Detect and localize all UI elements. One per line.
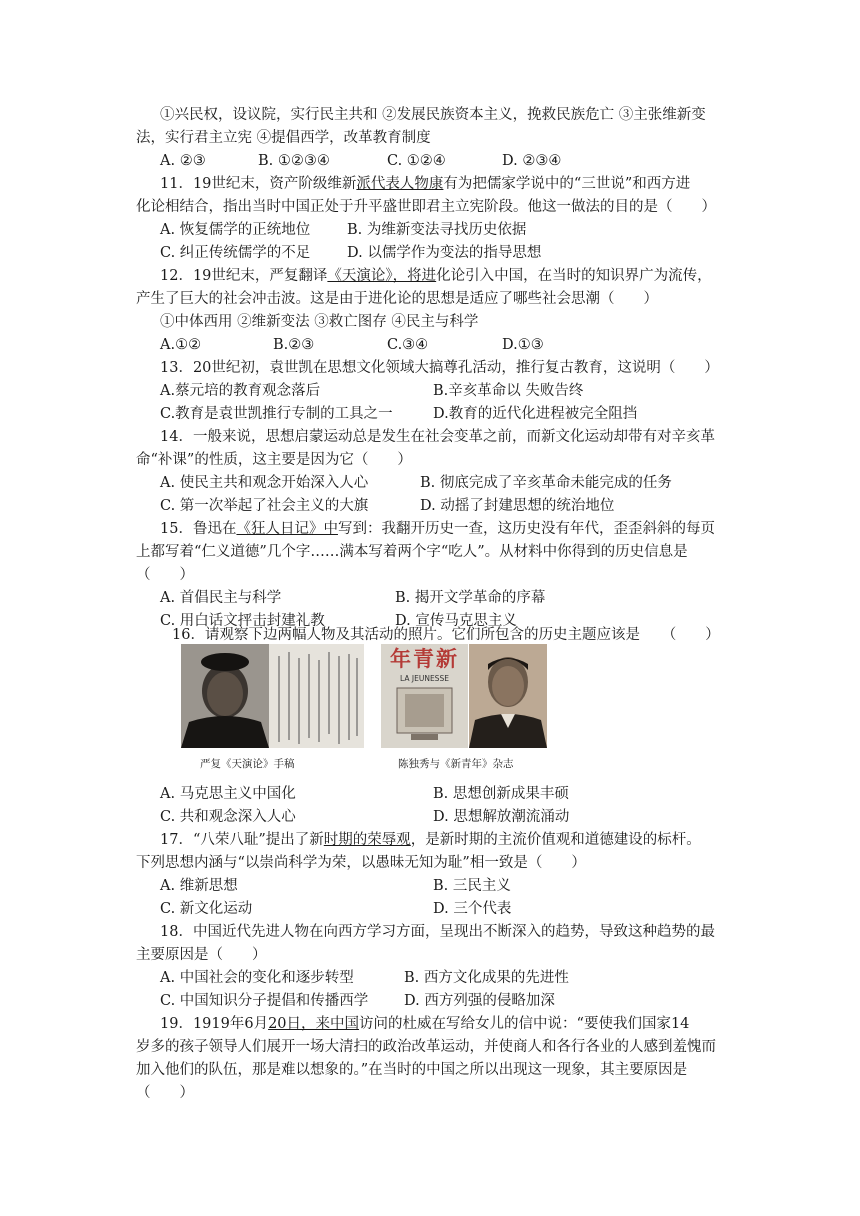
q19-line-2: 岁多的孩子领导人们展开一场大清扫的政治改革运动，并使商人和各行各业的人感到羞愧而: [136, 1039, 716, 1055]
q12-option-b: B.②③: [273, 337, 315, 353]
q11-option-d: D. 以儒学作为变法的指导思想: [347, 245, 542, 261]
q18-option-a: A. 中国社会的变化和逐步转型: [160, 970, 354, 986]
q10-option-c: C. ①②④: [387, 153, 446, 169]
q19-line-4: （ ）: [136, 1085, 194, 1101]
q17-option-c: C. 新文化运动: [160, 901, 253, 917]
q15-line-3: （ ）: [136, 567, 194, 583]
q13-option-a: A.蔡元培的教育观念落后: [160, 383, 321, 399]
caption-chen-duxiu: 陈独秀与《新青年》杂志: [398, 758, 514, 770]
q11-option-a: A. 恢复儒学的正统地位: [160, 222, 311, 238]
q12-line-3: ①中体西用 ②维新变法 ③救亡图存 ④民主与科学: [160, 314, 479, 330]
q14-option-d: D. 动摇了封建思想的统治地位: [420, 498, 615, 514]
q17-option-d: D. 三个代表: [433, 901, 512, 917]
q15-line-2: 上都写着“仁义道德”几个字……满本写着两个字“吃人”。从材料中你得到的历史信息是: [136, 544, 688, 560]
q17-option-b: B. 三民主义: [433, 878, 511, 894]
q11-line-1: 11．19世纪末，资产阶级维新派代表人物康有为把儒家学说中的“三世说”和西方进: [160, 176, 691, 192]
q19-line-1: 19．1919年6月20日，来中国访问的杜威在写给女儿的信中说：“要使我们国家14: [160, 1016, 690, 1032]
q13-option-b: B.辛亥革命以 失败告终: [433, 383, 584, 399]
q16-option-d: D. 思想解放潮流涌动: [433, 809, 570, 825]
q13-option-c: C.教育是袁世凯推行专制的工具之一: [160, 406, 393, 422]
q13-line-1: 13．20世纪初，袁世凯在思想文化领域大搞尊孔活动，推行复古教育，这说明（ ）: [160, 360, 719, 376]
q10-option-a: A. ②③: [160, 153, 206, 169]
q17-line-1: 17．“八荣八耻”提出了新时期的荣辱观，是新时期的主流价值观和道德建设的标杆。: [160, 832, 701, 848]
q14-option-c: C. 第一次举起了社会主义的大旗: [160, 498, 369, 514]
q12-line-2: 产生了巨大的社会冲击波。这是由于进化论的思想是适应了哪些社会思潮（ ）: [136, 291, 658, 307]
q16-line-1: 16．请观察下边两幅人物及其活动的照片。它们所包含的历史主题应该是 （ ）: [172, 627, 720, 643]
q15-option-d: D. 宣传马克思主义: [395, 613, 517, 629]
q14-line-1: 14．一般来说，思想启蒙运动总是发生在社会变革之前，而新文化运动却带有对辛亥革: [160, 429, 715, 445]
q15-option-b: B. 揭开文学革命的序幕: [395, 590, 546, 606]
q10-option-b: B. ①②③④: [258, 153, 330, 169]
q17-option-a: A. 维新思想: [160, 878, 238, 894]
q16-option-a: A. 马克思主义中国化: [160, 786, 296, 802]
q15-line-1: 15．鲁迅在《狂人日记》中写到：我翻开历史一查，这历史没有年代，歪歪斜斜的每页: [160, 521, 715, 537]
q10-line-2: 法，实行君主立宪 ④提倡西学，改革教育制度: [136, 130, 431, 146]
chen-duxiu-portrait: [469, 644, 547, 748]
q10-line-1: ①兴民权，设议院，实行民主共和 ②发展民族资本主义，挽救民族危亡 ③主张维新变: [160, 107, 706, 123]
q14-line-2: 命“补课”的性质，这主要是因为它（ ）: [136, 452, 412, 468]
q18-line-2: 主要原因是（ ）: [136, 947, 267, 963]
q11-option-c: C. 纠正传统儒学的不足: [160, 245, 311, 261]
q12-option-c: C.③④: [387, 337, 429, 353]
q14-option-b: B. 彻底完成了辛亥革命未能完成的任务: [420, 475, 672, 491]
q18-option-b: B. 西方文化成果的先进性: [404, 970, 569, 986]
q12-option-d: D.①③: [502, 337, 544, 353]
q16-option-c: C. 共和观念深入人心: [160, 809, 296, 825]
q17-line-2: 下列思想内涵与“以崇尚科学为荣，以愚昧无知为耻”相一致是（ ）: [136, 855, 586, 871]
q18-option-c: C. 中国知识分子提倡和传播西学: [160, 993, 369, 1009]
q12-option-a: A.①②: [160, 337, 202, 353]
q11-line-2: 化论相结合，指出当时中国正处于升平盛世即君主立宪阶段。他这一做法的目的是（ ）: [136, 199, 716, 215]
q16-option-b: B. 思想创新成果丰硕: [433, 786, 569, 802]
tianyanlun-manuscript: [269, 644, 364, 748]
q19-line-3: 加入他们的队伍，那是难以想象的。”在当时的中国之所以出现这一现象，其主要原因是: [136, 1062, 688, 1078]
q13-option-d: D.教育的近代化进程被完全阻挡: [433, 406, 638, 422]
q15-option-c: C. 用白话文抨击封建礼教: [160, 613, 325, 629]
caption-yan-fu: 严复《天演论》手稿: [200, 758, 295, 770]
q15-option-a: A. 首倡民主与科学: [160, 590, 282, 606]
q12-line-1: 12．19世纪末，严复翻译《天演论》，将进化论引入中国，在当时的知识界广为流传，: [160, 268, 712, 284]
q18-line-1: 18．中国近代先进人物在向西方学习方面，呈现出不断深入的趋势，导致这种趋势的最: [160, 924, 715, 940]
yan-fu-portrait: [181, 644, 269, 748]
new-youth-magazine-cover: [381, 644, 468, 748]
q18-option-d: D. 西方列强的侵略加深: [404, 993, 555, 1009]
magazine-title: 年青新: [390, 647, 459, 671]
magazine-subtitle: LA JEUNESSE: [400, 674, 449, 683]
q14-option-a: A. 使民主共和观念开始深入人心: [160, 475, 369, 491]
q10-option-d: D. ②③④: [502, 153, 562, 169]
q11-option-b: B. 为维新变法寻找历史依据: [347, 222, 527, 238]
